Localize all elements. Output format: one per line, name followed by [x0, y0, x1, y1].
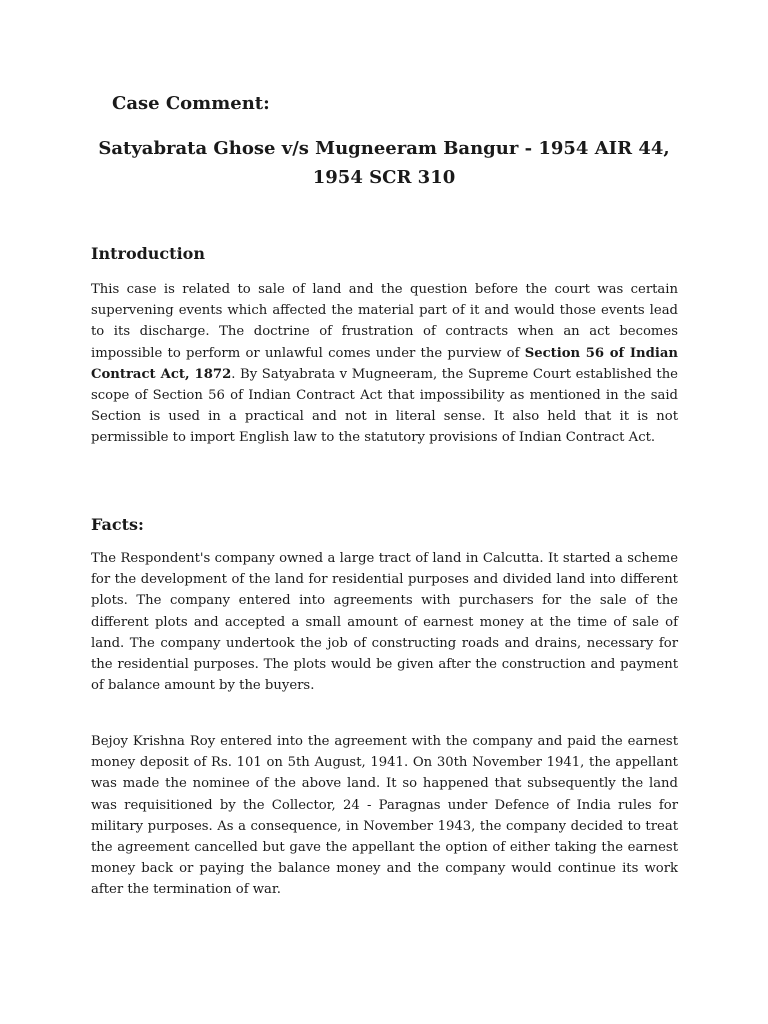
introduction-text-start: This case is related to sale of land and the question before the court was certain supervening events which affected the material part of it and would those events lead to its discharge. The doctrine of frustration of contracts when an act becomes impossible to perform or unlawful comes under the purview of	[91, 282, 678, 361]
introduction-paragraph	[91, 279, 678, 449]
facts-paragraph-2: Bejoy Krishna Roy entered into the agreement with the company and paid the earnest money deposit of Rs. 101 on 5th August, 1941. On 30th November 1941, the appellant was made the nominee of the above land. It so happened that subsequently the land was requisitioned by the Collector, 24 - Paragnas under Defence of India rules for military purposes. As a consequence, in November 1943, the company decided to treat the agreement cancelled but gave the appellant the option of either taking the earnest money back or paying the balance money and the company would continue its work after the termination of war.	[91, 734, 678, 898]
facts-heading: Facts:	[91, 515, 144, 534]
case-comment-label: Case Comment:	[112, 93, 270, 114]
case-title: Satyabrata Ghose v/s Mugneeram Bangur - 1954 AIR 44, 1954 SCR 310	[98, 138, 670, 188]
facts-paragraph-1: The Respondent's company owned a large tract of land in Calcutta. It started a scheme for the development of the land for residential purposes and divided land into different plots. The company entered into agreements with purchasers for the sale of the different plots and accepted a small amount of earnest money at the time of sale of land. The company undertook the job of constructing roads and drains, necessary for the residential purposes. The plots would be given after the construction and payment of balance amount by the buyers.	[91, 551, 678, 694]
introduction-text-end: . By Satyabrata v Mugneeram, the Supreme Court established the scope of Section 56 of Indian Contract Act that impossibility as mentioned in the said Section is used in a practical and not in literal sense. It also held that it is not permissible to import English law to the statutory provisions of Indian Contract Act.	[91, 366, 678, 446]
section-56-reference: Section 56 of Indian Contract Act, 1872	[91, 345, 678, 382]
introduction-heading: Introduction	[91, 244, 205, 263]
